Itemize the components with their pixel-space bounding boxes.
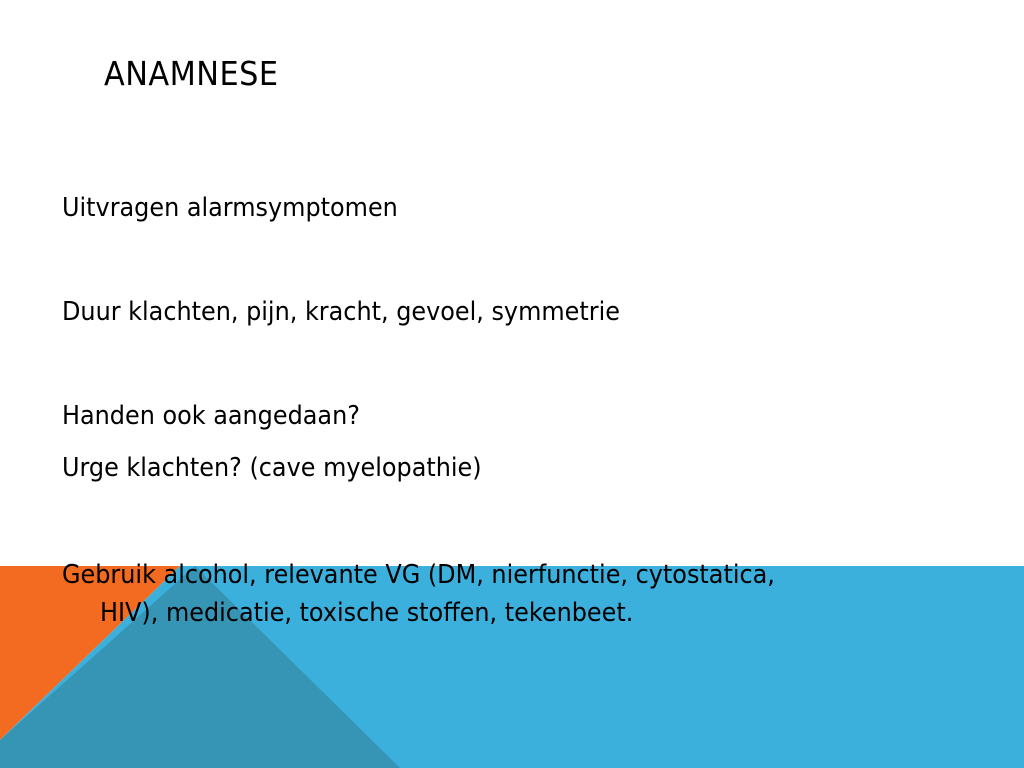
- bullet-complaint-duration: Duur klachten, pijn, kracht, gevoel, symmetrie: [62, 297, 620, 327]
- bullet-alarm-symptoms: Uitvragen alarmsymptomen: [62, 193, 398, 223]
- bullet-hands-affected: Handen ook aangedaan?: [62, 401, 360, 431]
- bullet-urge-complaints: Urge klachten? (cave myelopathie): [62, 453, 482, 483]
- bullet-medical-history-continued: HIV), medicatie, toxische stoffen, tekenbeet.: [100, 598, 634, 628]
- slide-title: ANAMNESE: [104, 54, 279, 93]
- bullet-medical-history: Gebruik alcohol, relevante VG (DM, nierfunctie, cytostatica,: [62, 560, 775, 590]
